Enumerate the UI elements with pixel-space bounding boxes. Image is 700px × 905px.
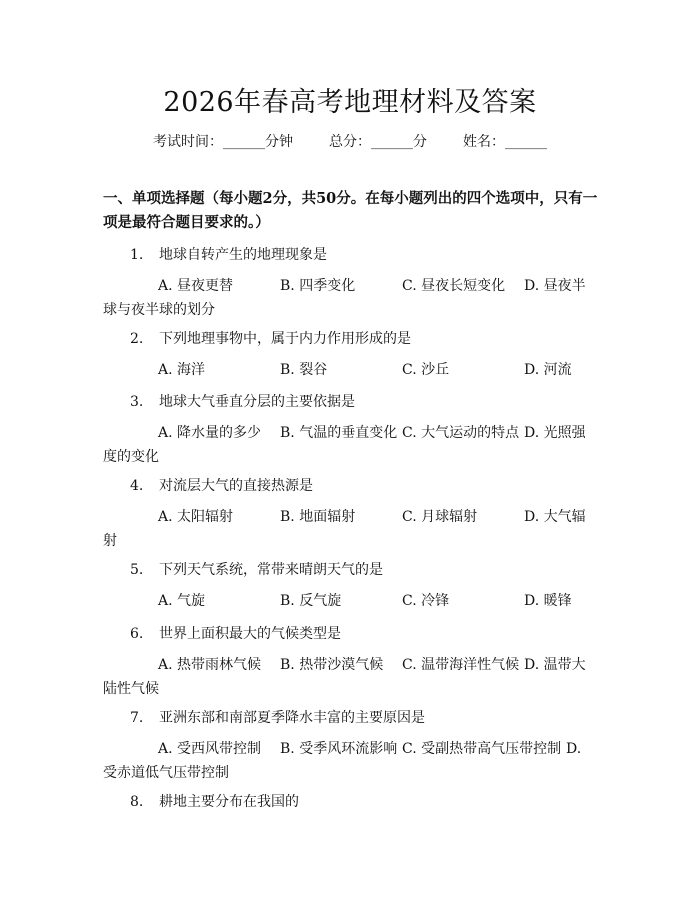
option-a: A. 降水量的多少 bbox=[158, 425, 262, 441]
option-a: A. 受西风带控制 bbox=[158, 741, 262, 757]
exam-time-field: 考试时间：______分钟 bbox=[153, 134, 293, 150]
option-c: C. 冷锋 bbox=[402, 593, 450, 609]
option-d: D. 大气辐 bbox=[524, 509, 586, 525]
option-b: B. 受季风环流影响 bbox=[280, 741, 398, 757]
question-number: 5. bbox=[130, 562, 144, 578]
option-d: D. 暖锋 bbox=[524, 593, 572, 609]
option-a: A. 气旋 bbox=[158, 593, 206, 609]
option-c: C. 温带海洋性气候 bbox=[402, 657, 520, 673]
option-continuation: 受赤道低气压带控制 bbox=[103, 765, 229, 781]
option-c: C. 沙丘 bbox=[402, 362, 450, 378]
option-continuation: 陆性气候 bbox=[103, 681, 159, 697]
question-number: 4. bbox=[130, 478, 144, 494]
question-options bbox=[103, 737, 593, 785]
option-continuation: 度的变化 bbox=[103, 449, 159, 465]
section-heading: 一、单项选择题（每小题2分，共50分。在每小题列出的四个选项中，只有一项是最符合题目要求的。） bbox=[103, 190, 598, 231]
question-text: 地球自转产生的地理现象是 bbox=[159, 247, 327, 263]
option-d: D. 温带大 bbox=[524, 657, 586, 673]
question-number: 7. bbox=[130, 710, 144, 726]
question-stem bbox=[103, 243, 603, 267]
option-d: D. 河流 bbox=[524, 362, 572, 378]
question-options bbox=[103, 653, 593, 701]
option-b: B. 气温的垂直变化 bbox=[280, 425, 398, 441]
question-options bbox=[103, 505, 593, 553]
option-b: B. 热带沙漠气候 bbox=[280, 657, 384, 673]
question-text: 下列地理事物中，属于内力作用形成的是 bbox=[159, 331, 411, 347]
option-c: C. 昼夜长短变化 bbox=[402, 278, 506, 294]
exam-meta bbox=[0, 131, 700, 151]
question-text: 亚洲东部和南部夏季降水丰富的主要原因是 bbox=[159, 710, 425, 726]
page-title: 2026年春高考地理材料及答案 bbox=[163, 87, 537, 118]
question-options bbox=[103, 421, 593, 469]
question-stem bbox=[103, 474, 603, 498]
question-text: 下列天气系统，常带来晴朗天气的是 bbox=[159, 562, 383, 578]
total-score-field: 总分：______分 bbox=[329, 134, 427, 150]
option-c: C. 月球辐射 bbox=[402, 509, 478, 525]
question-options bbox=[103, 274, 593, 322]
question-text: 耕地主要分布在我国的 bbox=[159, 794, 299, 810]
question-stem bbox=[103, 790, 603, 814]
option-b: B. 四季变化 bbox=[280, 278, 356, 294]
option-c: C. 受副热带高气压带控制 bbox=[402, 741, 562, 757]
question-options bbox=[103, 589, 593, 613]
student-name-field: 姓名：______ bbox=[463, 134, 547, 150]
option-c: C. 大气运动的特点 bbox=[402, 425, 520, 441]
option-b: B. 地面辐射 bbox=[280, 509, 356, 525]
option-a: A. 海洋 bbox=[158, 362, 206, 378]
option-a: A. 太阳辐射 bbox=[158, 509, 234, 525]
question-number: 6. bbox=[130, 626, 144, 642]
question-stem bbox=[103, 390, 603, 414]
question-stem bbox=[103, 558, 603, 582]
question-text: 地球大气垂直分层的主要依据是 bbox=[159, 394, 355, 410]
question-number: 3. bbox=[130, 394, 144, 410]
question-text: 对流层大气的直接热源是 bbox=[159, 478, 313, 494]
question-stem bbox=[103, 327, 603, 351]
question-stem bbox=[103, 706, 603, 730]
question-stem bbox=[103, 622, 603, 646]
option-b: B. 裂谷 bbox=[280, 362, 328, 378]
option-d: D. 光照强 bbox=[524, 425, 586, 441]
question-number: 1. bbox=[130, 247, 144, 263]
option-continuation: 射 bbox=[103, 533, 117, 549]
option-continuation: 球与夜半球的划分 bbox=[103, 302, 215, 318]
question-text: 世界上面积最大的气候类型是 bbox=[159, 626, 341, 642]
option-d: D. 昼夜半 bbox=[524, 278, 586, 294]
question-number: 2. bbox=[130, 331, 144, 347]
question-options bbox=[103, 358, 593, 382]
option-d: D. bbox=[566, 741, 582, 757]
option-a: A. 热带雨林气候 bbox=[158, 657, 262, 673]
option-b: B. 反气旋 bbox=[280, 593, 342, 609]
question-number: 8. bbox=[130, 794, 144, 810]
option-a: A. 昼夜更替 bbox=[158, 278, 234, 294]
